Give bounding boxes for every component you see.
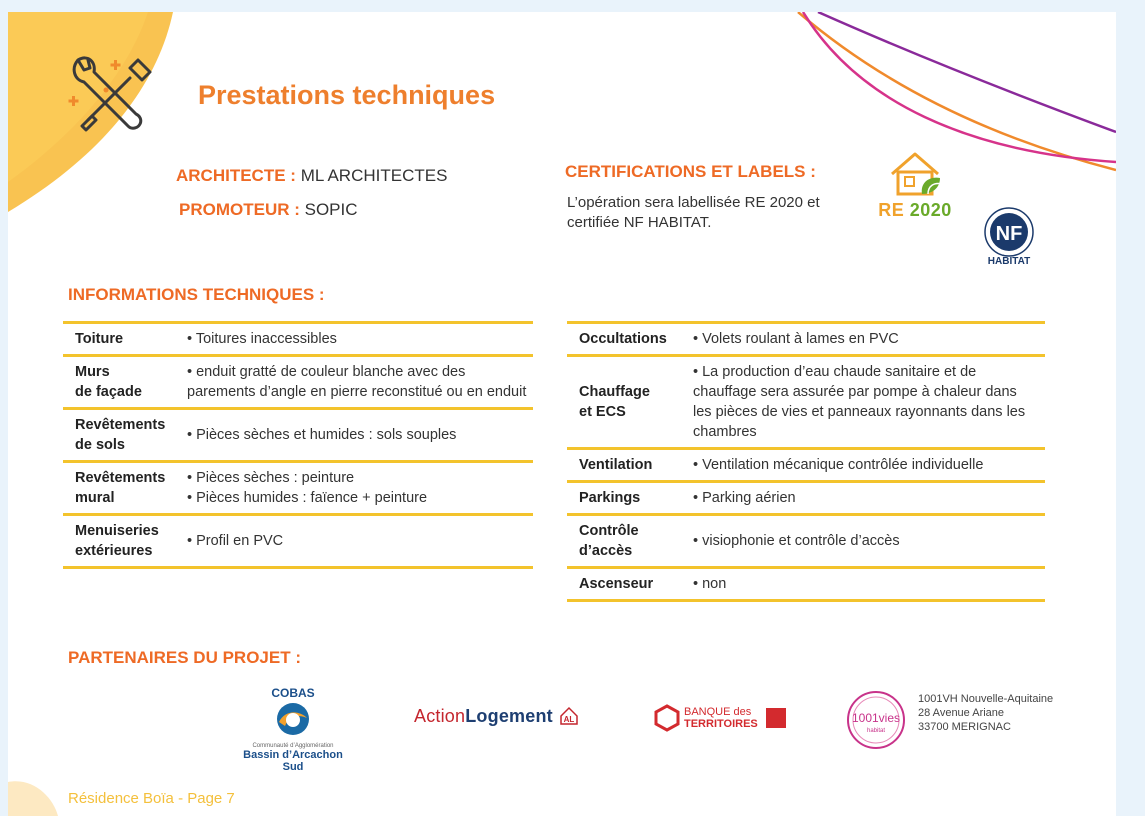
- row-value: • enduit gratté de couleur blanche avec des parements d’angle en pierre reconstitué ou en enduit: [181, 356, 533, 409]
- table-row: [567, 356, 1045, 449]
- certifications-title: CERTIFICATIONS ET LABELS :: [565, 162, 816, 181]
- row-value: • Pièces sèches et humides : sols souples: [181, 409, 533, 462]
- re2020-text: RE 2020: [878, 200, 952, 220]
- 1001vies-logo-icon: [844, 688, 908, 752]
- right-tech-table: [567, 321, 1045, 602]
- svg-text:AL: AL: [563, 715, 575, 724]
- architect-label: ARCHITECTE :: [176, 166, 296, 185]
- cobas-name: COBAS: [271, 686, 315, 700]
- re2020-logo: [870, 150, 960, 222]
- left-tech-table: [63, 321, 533, 569]
- cobas-subtitle: Communauté d’Agglomération: [252, 743, 334, 749]
- row-value: • Toitures inaccessibles: [181, 323, 533, 356]
- cobas-subtitle-2: Bassin d’Arcachon Sud: [243, 749, 343, 773]
- row-value: • La production d’eau chaude sanitaire et de chauffage sera assurée par pompe à chaleur dans les pièces de vies et panneaux rayonnants dans les chambres: [687, 356, 1045, 449]
- table-row: [567, 515, 1045, 568]
- table-row: [63, 323, 533, 356]
- table-row: [63, 356, 533, 409]
- nf-habitat-text: HABITAT: [987, 256, 1031, 267]
- row-value: • Profil en PVC: [181, 515, 533, 568]
- table-row: [567, 568, 1045, 601]
- table-row: [567, 482, 1045, 515]
- row-value: • Ventilation mécanique contrôlée individuelle: [687, 449, 1045, 482]
- promoter-value: SOPIC: [304, 200, 358, 219]
- nf-badge-icon: [974, 204, 1044, 258]
- left-tech-table-body: [63, 323, 533, 568]
- partners-logos: [8, 682, 1116, 782]
- row-value: • visiophonie et contrôle d’accès: [687, 515, 1045, 568]
- vh-address: 1001VH Nouvelle-Aquitaine 28 Avenue Ariane 33700 MERIGNAC: [918, 693, 1054, 733]
- row-label: Toiture: [63, 323, 181, 356]
- row-label: Revêtements de sols: [63, 409, 181, 462]
- page: [8, 12, 1116, 816]
- house-leaf-icon: [870, 150, 960, 200]
- row-label: Occultations: [567, 323, 687, 356]
- row-value: • Volets roulant à lames en PVC: [687, 323, 1045, 356]
- info-title: INFORMATIONS TECHNIQUES :: [68, 285, 325, 304]
- caisse-depots-icon: [766, 708, 786, 728]
- action-logement-text: ActionLogement: [414, 706, 553, 726]
- row-label: Parkings: [567, 482, 687, 515]
- cobas-wave-icon: [233, 700, 353, 738]
- promoter-line: [179, 200, 358, 220]
- table-row: [63, 515, 533, 568]
- swoosh-purple: [818, 12, 1116, 132]
- page-footer: Résidence Boïa - Page 7: [68, 790, 235, 807]
- svg-text:habitat: habitat: [866, 728, 886, 734]
- row-label: Menuiseries extérieures: [63, 515, 181, 568]
- tools-icon: [66, 50, 156, 140]
- promoter-label: PROMOTEUR :: [179, 200, 300, 219]
- row-value: • non: [687, 568, 1045, 601]
- vh-logo: [844, 686, 1104, 756]
- row-label: Ascenseur: [567, 568, 687, 601]
- row-label: Chauffage et ECS: [567, 356, 687, 449]
- cobas-logo: [233, 686, 353, 773]
- table-row: [63, 409, 533, 462]
- table-row: [63, 462, 533, 515]
- svg-text:1001vies: 1001vies: [851, 711, 901, 725]
- row-label: Revêtements mural: [63, 462, 181, 515]
- swoosh-orange: [798, 12, 1116, 170]
- right-tech-table-body: [567, 323, 1045, 601]
- row-value: • Parking aérien: [687, 482, 1045, 515]
- hexagon-icon: [654, 704, 680, 732]
- action-logement-logo: [414, 706, 579, 727]
- svg-text:NF: NF: [995, 223, 1023, 245]
- row-label: Murs de façade: [63, 356, 181, 409]
- certifications-text: L’opération sera labellisée RE 2020 et certifiée NF HABITAT.: [567, 194, 820, 231]
- al-badge-icon: [559, 706, 579, 726]
- banque-territoires-text: BANQUE des TERRITOIRES: [684, 706, 758, 730]
- corner-blob-bottom: [8, 781, 58, 816]
- page-title: Prestations techniques: [198, 80, 496, 110]
- table-row: [567, 323, 1045, 356]
- partners-title: PARTENAIRES DU PROJET :: [68, 648, 301, 667]
- swoosh-pink: [803, 12, 1116, 162]
- table-row: [567, 449, 1045, 482]
- nf-habitat-logo: [974, 204, 1044, 274]
- row-value: • Pièces sèches : peinture • Pièces humides : faïence + peinture: [181, 462, 533, 515]
- architect-line: [176, 166, 447, 186]
- row-label: Ventilation: [567, 449, 687, 482]
- architect-value: ML ARCHITECTES: [300, 166, 448, 185]
- row-label: Contrôle d’accès: [567, 515, 687, 568]
